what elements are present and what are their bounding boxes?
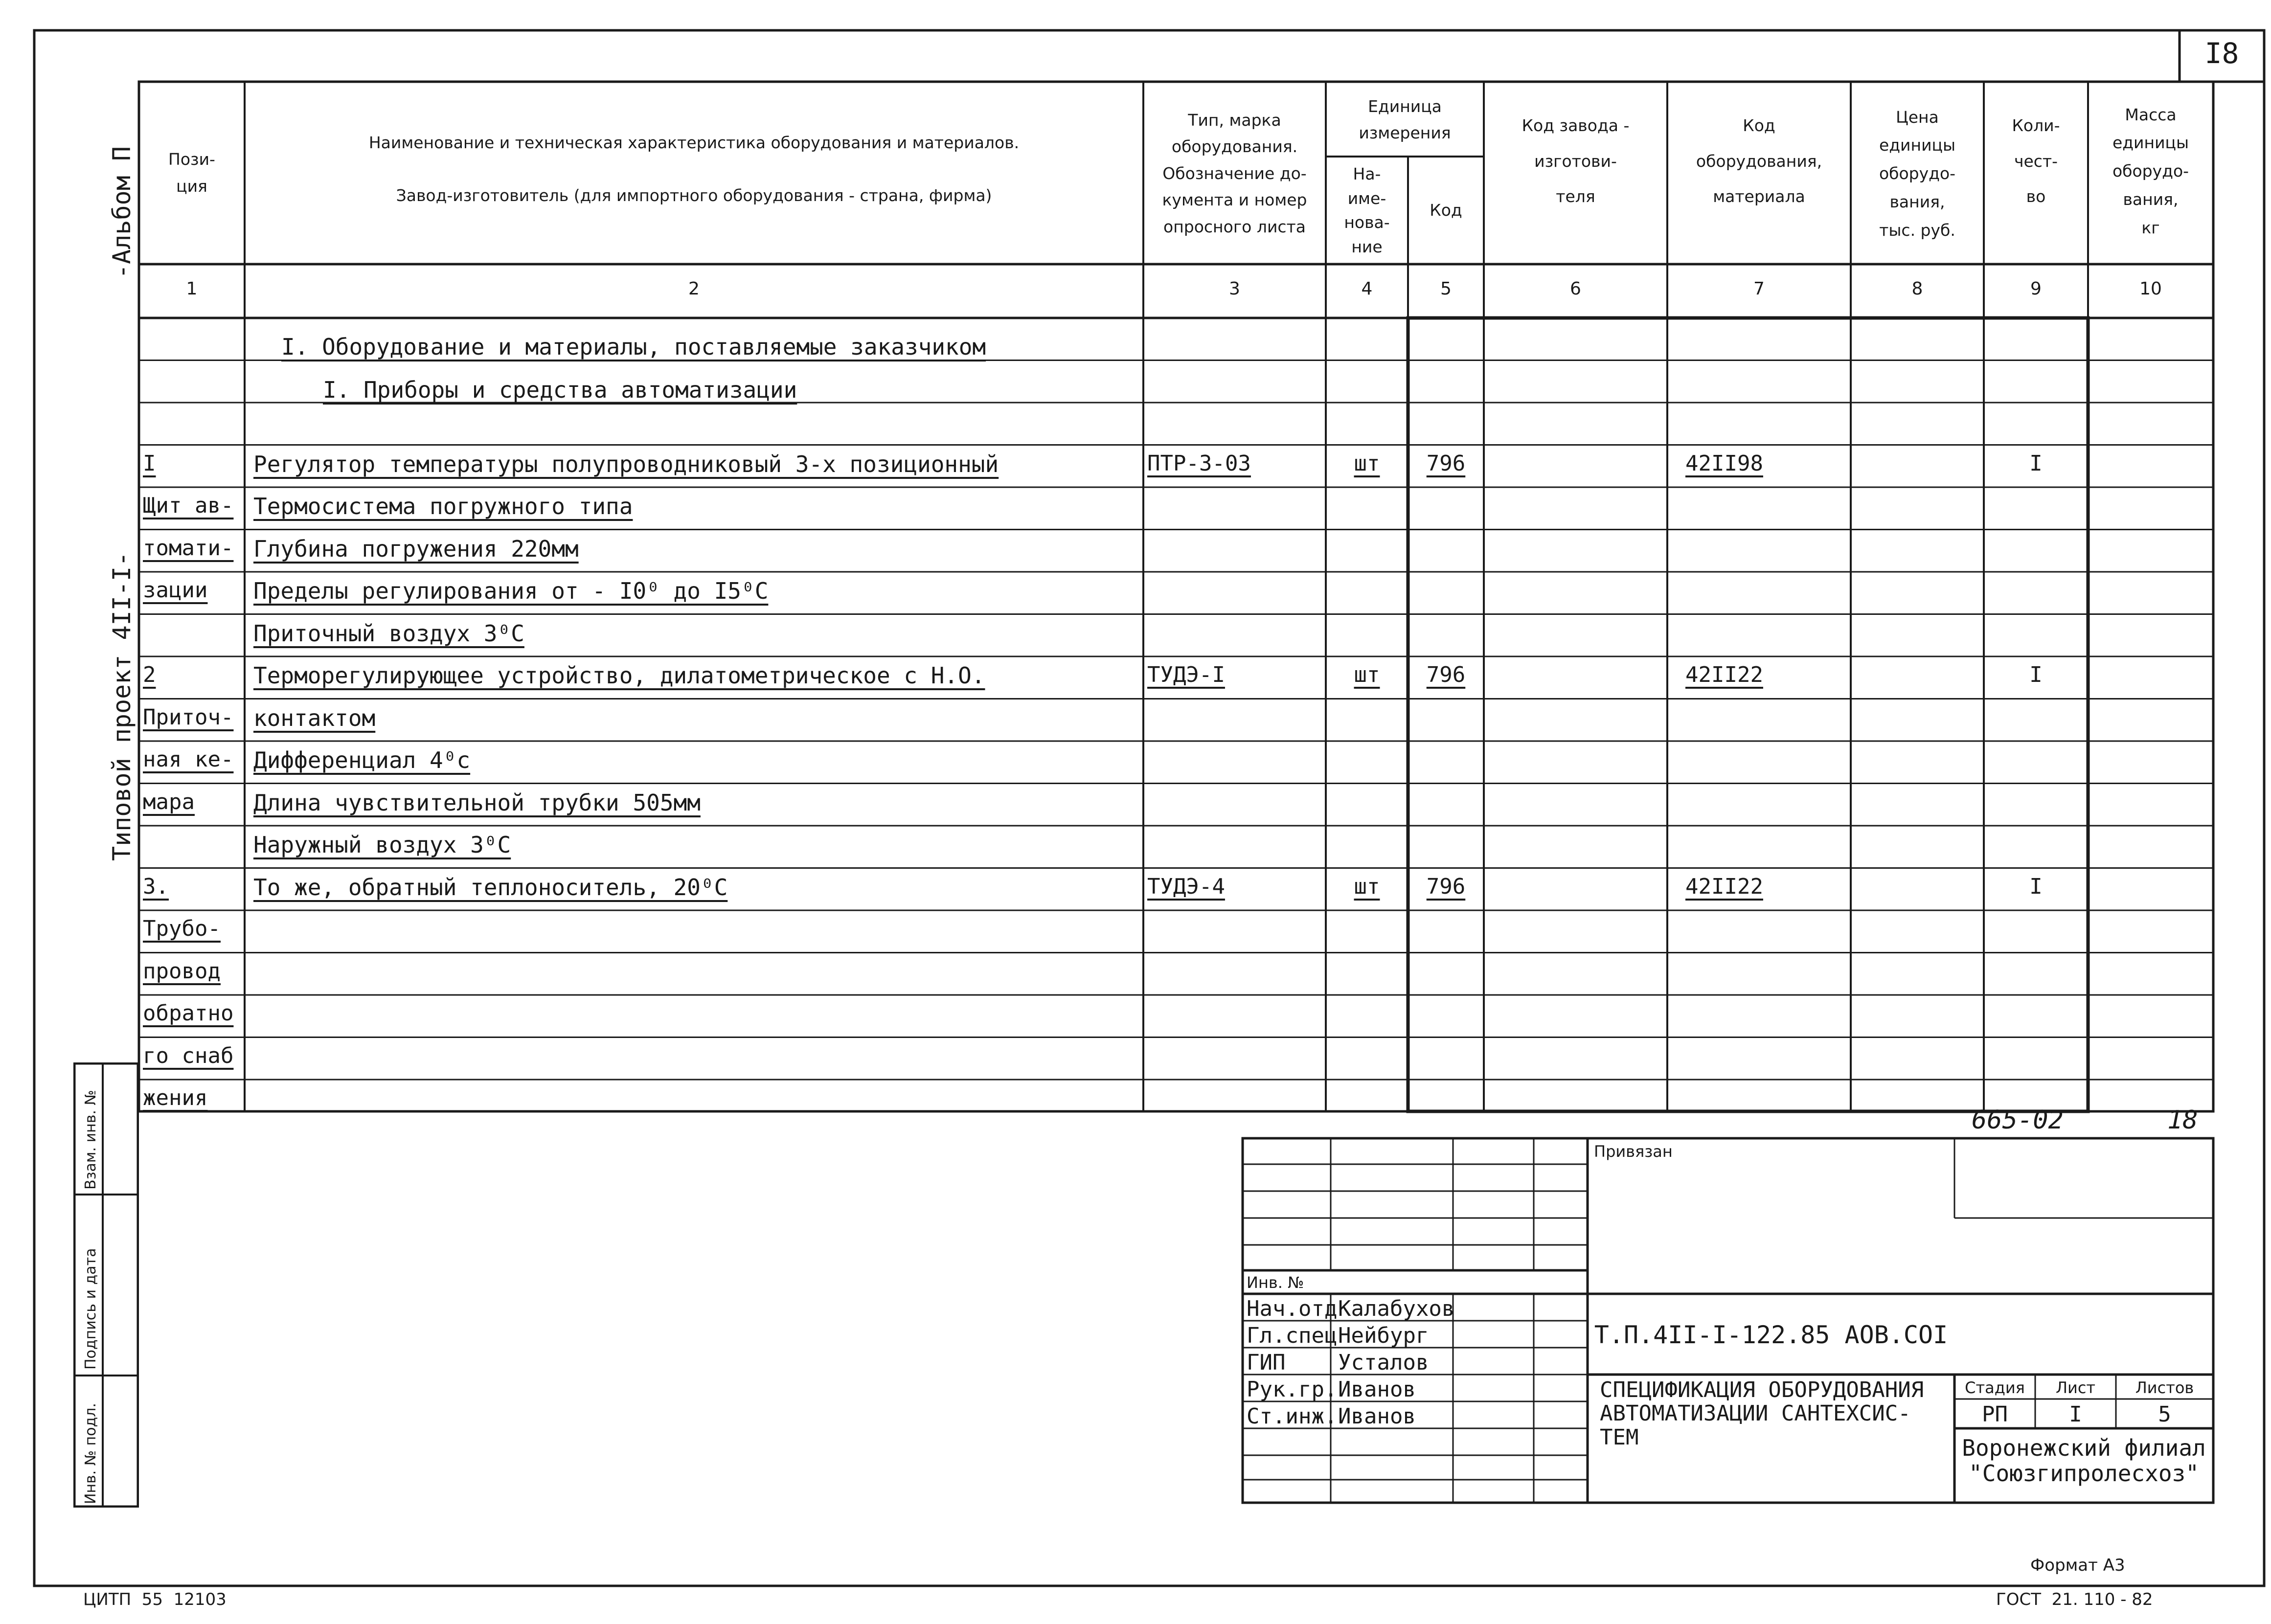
signature-name: Иванов bbox=[1338, 1404, 1416, 1429]
cell-quantity: I bbox=[2029, 662, 2043, 687]
cell-equipment-code: 42II22 bbox=[1685, 874, 1763, 899]
cell-name: Приточный воздух 3⁰C bbox=[253, 620, 524, 647]
col-number: 3 bbox=[1229, 279, 1240, 299]
sheets-label: Листов bbox=[2135, 1378, 2194, 1397]
cell-position: го снаб bbox=[143, 1043, 234, 1068]
cell-name: Длина чувствительной трубки 505мм bbox=[253, 789, 701, 816]
col-number: 4 bbox=[1361, 279, 1373, 299]
sheet-number: I8 bbox=[2204, 37, 2239, 70]
cell-name: Дифференциал 4⁰c bbox=[253, 747, 471, 773]
col-number: 5 bbox=[1440, 279, 1452, 299]
side-stamp-vzam: Взам. инв. № bbox=[82, 1090, 99, 1190]
col-number: 9 bbox=[2030, 279, 2042, 299]
signature-name: Усталов bbox=[1338, 1350, 1429, 1375]
cell-position: ная ке- bbox=[143, 747, 234, 772]
header-col-unit-code: Код bbox=[1430, 200, 1462, 220]
cell-name: контактом bbox=[253, 704, 376, 731]
section-title: I. Оборудование и материалы, поставляемые заказчиком bbox=[281, 334, 986, 360]
cell-position: томати- bbox=[143, 535, 234, 561]
footer-gost: ГОСТ 21. 110 - 82 bbox=[1996, 1590, 2153, 1609]
col-number: 10 bbox=[2139, 279, 2162, 299]
cell-equipment-code: 42II98 bbox=[1685, 451, 1763, 476]
cell-name: Пределы регулирования от - I0⁰ до I5⁰C bbox=[253, 578, 769, 604]
cell-unit: шт bbox=[1354, 874, 1380, 899]
project-label: Типовой проект 4II-I- bbox=[108, 551, 136, 861]
header-col-unit-name: На- име- нова- ние bbox=[1344, 164, 1390, 256]
cell-position: провод bbox=[143, 958, 221, 984]
format-label: Формат А3 bbox=[2030, 1556, 2125, 1575]
cell-equipment-code: 42II22 bbox=[1685, 662, 1763, 687]
cell-type: ТУДЭ-I bbox=[1147, 662, 1225, 687]
header-col-equipment-code: Код оборудования, материала bbox=[1696, 116, 1822, 206]
cell-name: Регулятор температуры полупроводниковый 3-х позиционный bbox=[253, 451, 999, 477]
header-col-name-line2: Завод-изготовитель (для импортного оборудования - страна, фирма) bbox=[396, 186, 992, 205]
header-col-position: Пози- ция bbox=[168, 150, 215, 196]
cell-name: Термосистема погружного типа bbox=[253, 493, 633, 519]
cell-unit: шт bbox=[1354, 662, 1380, 687]
header-col-type: Тип, марка оборудования. Обозначение до- кумента и номер опросного листа bbox=[1162, 110, 1307, 236]
cell-unit-code: 796 bbox=[1426, 662, 1466, 687]
handwritten-ref-sheet: 18 bbox=[2167, 1105, 2198, 1135]
cell-position: I bbox=[143, 451, 156, 476]
cell-unit: шт bbox=[1354, 451, 1380, 476]
document-code: Т.П.4II-I-122.85 АОВ.COI bbox=[1594, 1321, 1948, 1349]
cell-position: Трубо- bbox=[143, 916, 221, 941]
header-col-unit: Единица измерения bbox=[1359, 96, 1451, 142]
section-subtitle: I. Приборы и средства автоматизации bbox=[323, 377, 797, 403]
handwritten-ref-code: 665-02 bbox=[1972, 1105, 2064, 1135]
cell-position: Приточ- bbox=[143, 704, 234, 730]
cell-position: обратно bbox=[143, 1001, 234, 1026]
sheet-value: I bbox=[2069, 1402, 2082, 1427]
col-number: 6 bbox=[1570, 279, 1581, 299]
album-label: -Альбом П bbox=[108, 146, 136, 279]
cell-type: ТУДЭ-4 bbox=[1147, 874, 1225, 899]
col-number: 8 bbox=[1911, 279, 1923, 299]
cell-quantity: I bbox=[2029, 451, 2043, 476]
privyazan-label: Привязан bbox=[1594, 1142, 1673, 1161]
signature-role: Ст.инж. bbox=[1247, 1404, 1338, 1429]
signature-role: Рук.гр. bbox=[1247, 1377, 1338, 1402]
cell-unit-code: 796 bbox=[1426, 874, 1466, 899]
cell-name: Наружный воздух 3⁰C bbox=[253, 832, 511, 858]
side-stamp-signature: Подпись и дата bbox=[82, 1248, 99, 1370]
cell-position: 3. bbox=[143, 874, 169, 899]
cell-position: 2 bbox=[143, 662, 156, 687]
cell-unit-code: 796 bbox=[1426, 451, 1466, 476]
stage-label: Стадия bbox=[1965, 1378, 2025, 1397]
footer-left-code: ЦИТП 55 12103 bbox=[83, 1590, 227, 1609]
cell-position: мара bbox=[143, 789, 195, 814]
header-col-quantity: Коли- чест- во bbox=[2012, 116, 2060, 206]
signature-name: Нейбург bbox=[1338, 1323, 1429, 1348]
signature-role: Гл.спец bbox=[1247, 1323, 1338, 1348]
cell-name: То же, обратный теплоноситель, 20⁰C bbox=[253, 874, 728, 901]
sheets-count-value: 5 bbox=[2158, 1402, 2171, 1427]
inv-no-label: Инв. № bbox=[1247, 1273, 1304, 1292]
cell-name: Терморегулирующее устройство, дилатометрическое с Н.О. bbox=[253, 662, 985, 689]
cell-name: Глубина погружения 220мм bbox=[253, 535, 579, 562]
col-number: 2 bbox=[688, 279, 700, 299]
cell-quantity: I bbox=[2029, 874, 2043, 899]
col-number: 1 bbox=[186, 279, 198, 299]
stage-value: РП bbox=[1982, 1402, 2008, 1427]
header-col-name-line1: Наименование и техническая характеристика оборудования и материалов. bbox=[368, 133, 1020, 152]
header-col-factory-code: Код завода - изготови- теля bbox=[1522, 116, 1630, 206]
col-number: 7 bbox=[1753, 279, 1765, 299]
cell-type: ПТР-3-03 bbox=[1147, 451, 1251, 476]
side-stamp-inv-podl: Инв. № подл. bbox=[82, 1403, 99, 1504]
signature-role: Нач.отд bbox=[1247, 1296, 1338, 1321]
signature-name: Иванов bbox=[1338, 1377, 1416, 1402]
sheet-label: Лист bbox=[2055, 1378, 2096, 1397]
cell-position: зации bbox=[143, 578, 208, 603]
signature-name: Калабухов bbox=[1338, 1296, 1455, 1321]
organization-name: Воронежский филиал "Союзгипролесхоз" bbox=[1962, 1435, 2206, 1487]
cell-position: жения bbox=[143, 1085, 208, 1110]
header-col-mass: Масса единицы оборудо- вания, кг bbox=[2112, 105, 2189, 237]
signature-role: ГИП bbox=[1247, 1350, 1286, 1375]
cell-position: Щит ав- bbox=[143, 493, 234, 518]
document-title: СПЕЦИФИКАЦИЯ ОБОРУДОВАНИЯ АВТОМАТИЗАЦИИ САНТЕХСИС- ТЕМ bbox=[1600, 1377, 1924, 1450]
header-col-price: Цена единицы оборудо- вания, тыс. руб. bbox=[1879, 107, 1956, 240]
